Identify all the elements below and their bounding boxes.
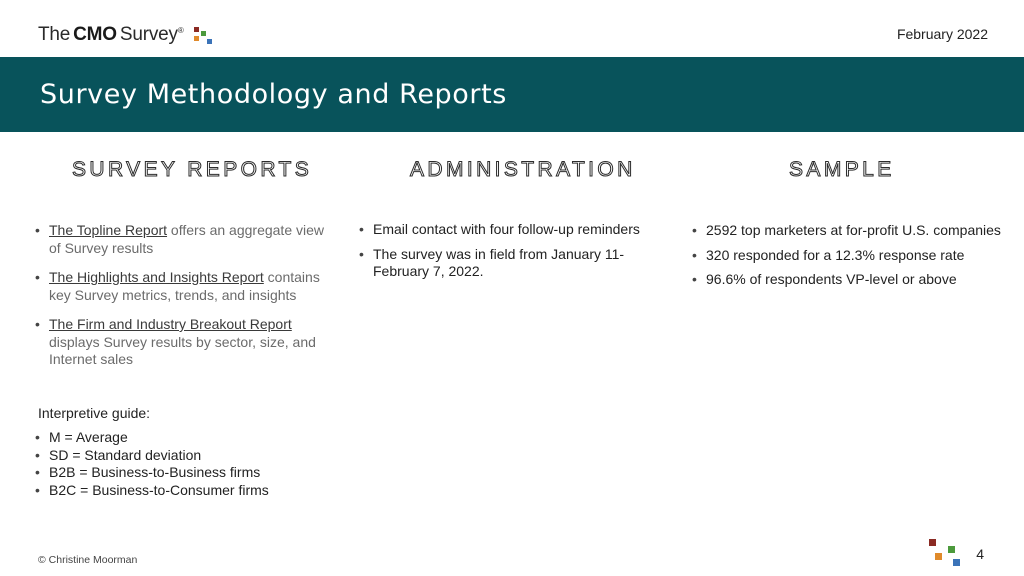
administration-item: • Email contact with four follow-up reminders <box>359 221 654 239</box>
guide-item: • B2C = Business-to-Consumer firms <box>35 482 335 500</box>
brand-square-blue <box>953 559 960 566</box>
survey-reports-heading: SURVEY REPORTS <box>72 158 313 181</box>
highlights-report-link[interactable]: The Highlights and Insights Report <box>49 269 264 285</box>
page-title: Survey Methodology and Reports <box>40 79 507 110</box>
sample-heading: SAMPLE <box>789 158 895 181</box>
title-banner <box>0 57 1024 132</box>
brand-square-green <box>948 546 955 553</box>
report-date: February 2022 <box>896 26 988 42</box>
logo-square-orange <box>194 36 199 41</box>
logo-square-red <box>194 27 199 32</box>
topline-report-link[interactable]: The Topline Report <box>49 222 168 238</box>
logo-square-blue <box>207 39 212 44</box>
interpretive-guide-title: Interpretive guide: <box>38 405 151 421</box>
list-item-highlights-report <box>35 269 330 304</box>
logo-text-survey: Survey <box>119 24 178 45</box>
sample-list <box>692 222 1017 296</box>
breakout-report-description: displays Survey results by sector, size, and Internet sales <box>49 333 316 367</box>
brand-squares-icon <box>929 539 961 567</box>
sample-item: • 320 responded for a 12.3% response rate <box>692 247 1017 265</box>
guide-item: • M = Average <box>35 429 335 447</box>
administration-item: • The survey was in field from January 11-February 7, 2022. <box>359 246 654 281</box>
survey-reports-list <box>35 222 330 381</box>
logo-square-green <box>201 31 206 36</box>
list-item-breakout-report <box>35 316 330 369</box>
list-item-topline-report <box>35 222 330 257</box>
guide-item: • B2B = Business-to-Business firms <box>35 464 335 482</box>
topline-report-description: offers an aggregate view of Survey results <box>49 222 324 256</box>
logo-registered-mark: ® <box>177 25 184 35</box>
guide-item: • SD = Standard deviation <box>35 447 335 465</box>
copyright-notice: © Christine Moorman <box>38 554 138 566</box>
logo-squares-icon <box>188 23 214 47</box>
administration-heading: ADMINISTRATION <box>410 158 636 181</box>
logo-text-the: The <box>38 24 71 45</box>
interpretive-guide-list <box>35 429 335 499</box>
administration-list <box>359 221 654 288</box>
brand-square-red <box>929 539 936 546</box>
cmo-survey-logo <box>38 20 214 50</box>
sample-item: • 96.6% of respondents VP-level or above <box>692 271 1017 289</box>
highlights-report-description: contains key Survey metrics, trends, and insights <box>49 269 320 303</box>
brand-square-orange <box>935 553 942 560</box>
breakout-report-link[interactable]: The Firm and Industry Breakout Report <box>49 316 292 332</box>
logo-text-cmo: CMO <box>73 24 117 45</box>
page-number: 4 <box>976 546 984 562</box>
sample-item: • 2592 top marketers at for-profit U.S. companies <box>692 222 1017 240</box>
